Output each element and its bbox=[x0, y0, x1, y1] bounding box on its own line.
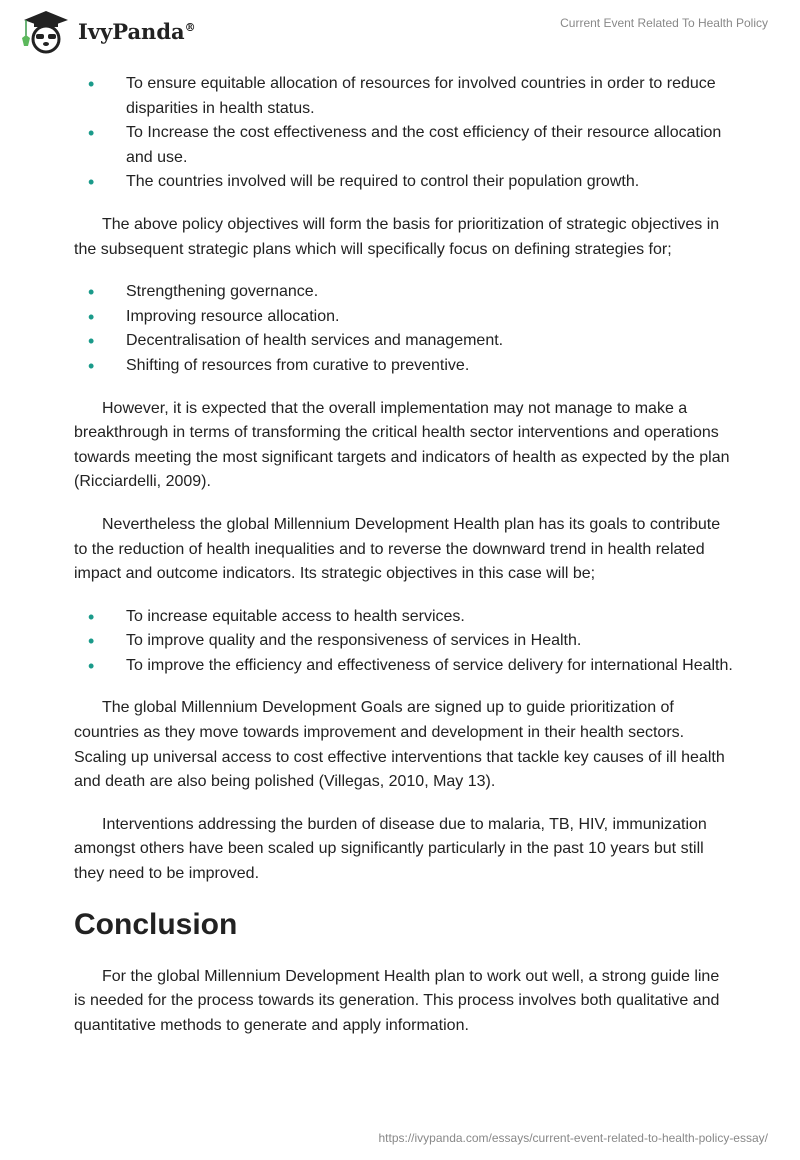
list-item-text: To improve quality and the responsiveness of services in Health. bbox=[126, 632, 582, 650]
list-item bbox=[74, 354, 734, 379]
header bbox=[0, 0, 800, 60]
paragraph: Nevertheless the global Millennium Development Health plan has its goals to contribute to the reduction of health inequalities and to reverse the downward trend in health related impact and outcome indicators. Its strategic objectives in this case will be; bbox=[74, 515, 721, 583]
bullet-list bbox=[74, 605, 734, 679]
bullet-icon: • bbox=[88, 306, 95, 327]
paragraph: Interventions addressing the burden of disease due to malaria, TB, HIV, immunization amongst others have been scaled up significantly particularly in the past 10 years but still they need to be improved. bbox=[74, 815, 707, 883]
list-item bbox=[74, 170, 734, 195]
bullet-icon: • bbox=[88, 606, 95, 627]
list-item-text: Shifting of resources from curative to preventive. bbox=[126, 356, 470, 374]
source-url[interactable]: https://ivypanda.com/essays/current-event-related-to-health-policy-essay/ bbox=[378, 1131, 768, 1145]
essay-content bbox=[74, 72, 734, 1056]
list-item-text: Strengthening governance. bbox=[126, 283, 319, 301]
paragraph: However, it is expected that the overall implementation may not manage to make a breakthrough in terms of transforming the critical health sector interventions and operations towards meeting the most significant targets and indicators of health as expected by the plan (Ricciardelli, 2009). bbox=[74, 399, 730, 491]
bullet-icon: • bbox=[88, 172, 95, 193]
bullet-list bbox=[74, 72, 734, 195]
list-item bbox=[74, 605, 734, 630]
list-item-text: Improving resource allocation. bbox=[126, 307, 340, 325]
paragraph: For the global Millennium Development Health plan to work out well, a strong guide line is needed for the process towards its generation. This process involves both qualitative and quantitative methods to generate and apply information. bbox=[74, 967, 720, 1034]
section-heading: Conclusion bbox=[74, 907, 238, 941]
list-item bbox=[74, 654, 734, 679]
panda-logo-icon bbox=[18, 8, 70, 54]
paragraph: The global Millennium Development Goals are signed up to guide prioritization of countries as they move towards improvement and development in their health sectors. Scaling up universal access to cost effective interventions that tackle key causes of ill health and death are also being polished (Villegas, 2010, May 13). bbox=[74, 699, 725, 791]
bullet-icon: • bbox=[88, 123, 95, 144]
list-item bbox=[74, 329, 734, 354]
list-item bbox=[74, 305, 734, 330]
list-item-text: To improve the efficiency and effectiveness of service delivery for international Health. bbox=[126, 656, 733, 674]
list-item-text: To ensure equitable allocation of resources for involved countries in order to reduce disparities in health status. bbox=[126, 75, 716, 117]
bullet-list bbox=[74, 280, 734, 378]
brand-name: IvyPanda® bbox=[78, 18, 196, 44]
list-item bbox=[74, 280, 734, 305]
list-item-text: Decentralisation of health services and management. bbox=[126, 332, 504, 350]
logo[interactable] bbox=[18, 8, 196, 54]
list-item bbox=[74, 629, 734, 654]
paragraph: The above policy objectives will form the basis for prioritization of strategic objectives in the subsequent strategic plans which will specifically focus on defining strategies for; bbox=[74, 215, 720, 258]
list-item-text: To Increase the cost effectiveness and the cost efficiency of their resource allocation and use. bbox=[126, 124, 722, 166]
list-item-text: The countries involved will be required to control their population growth. bbox=[126, 173, 640, 191]
document-title: Current Event Related To Health Policy bbox=[560, 16, 768, 30]
bullet-icon: • bbox=[88, 355, 95, 376]
bullet-icon: • bbox=[88, 331, 95, 352]
list-item bbox=[74, 121, 734, 170]
list-item-text: To increase equitable access to health services. bbox=[126, 607, 465, 625]
bullet-icon: • bbox=[88, 74, 95, 94]
bullet-icon: • bbox=[88, 631, 95, 652]
list-item bbox=[74, 72, 734, 121]
bullet-icon: • bbox=[88, 282, 95, 303]
bullet-icon: • bbox=[88, 655, 95, 676]
